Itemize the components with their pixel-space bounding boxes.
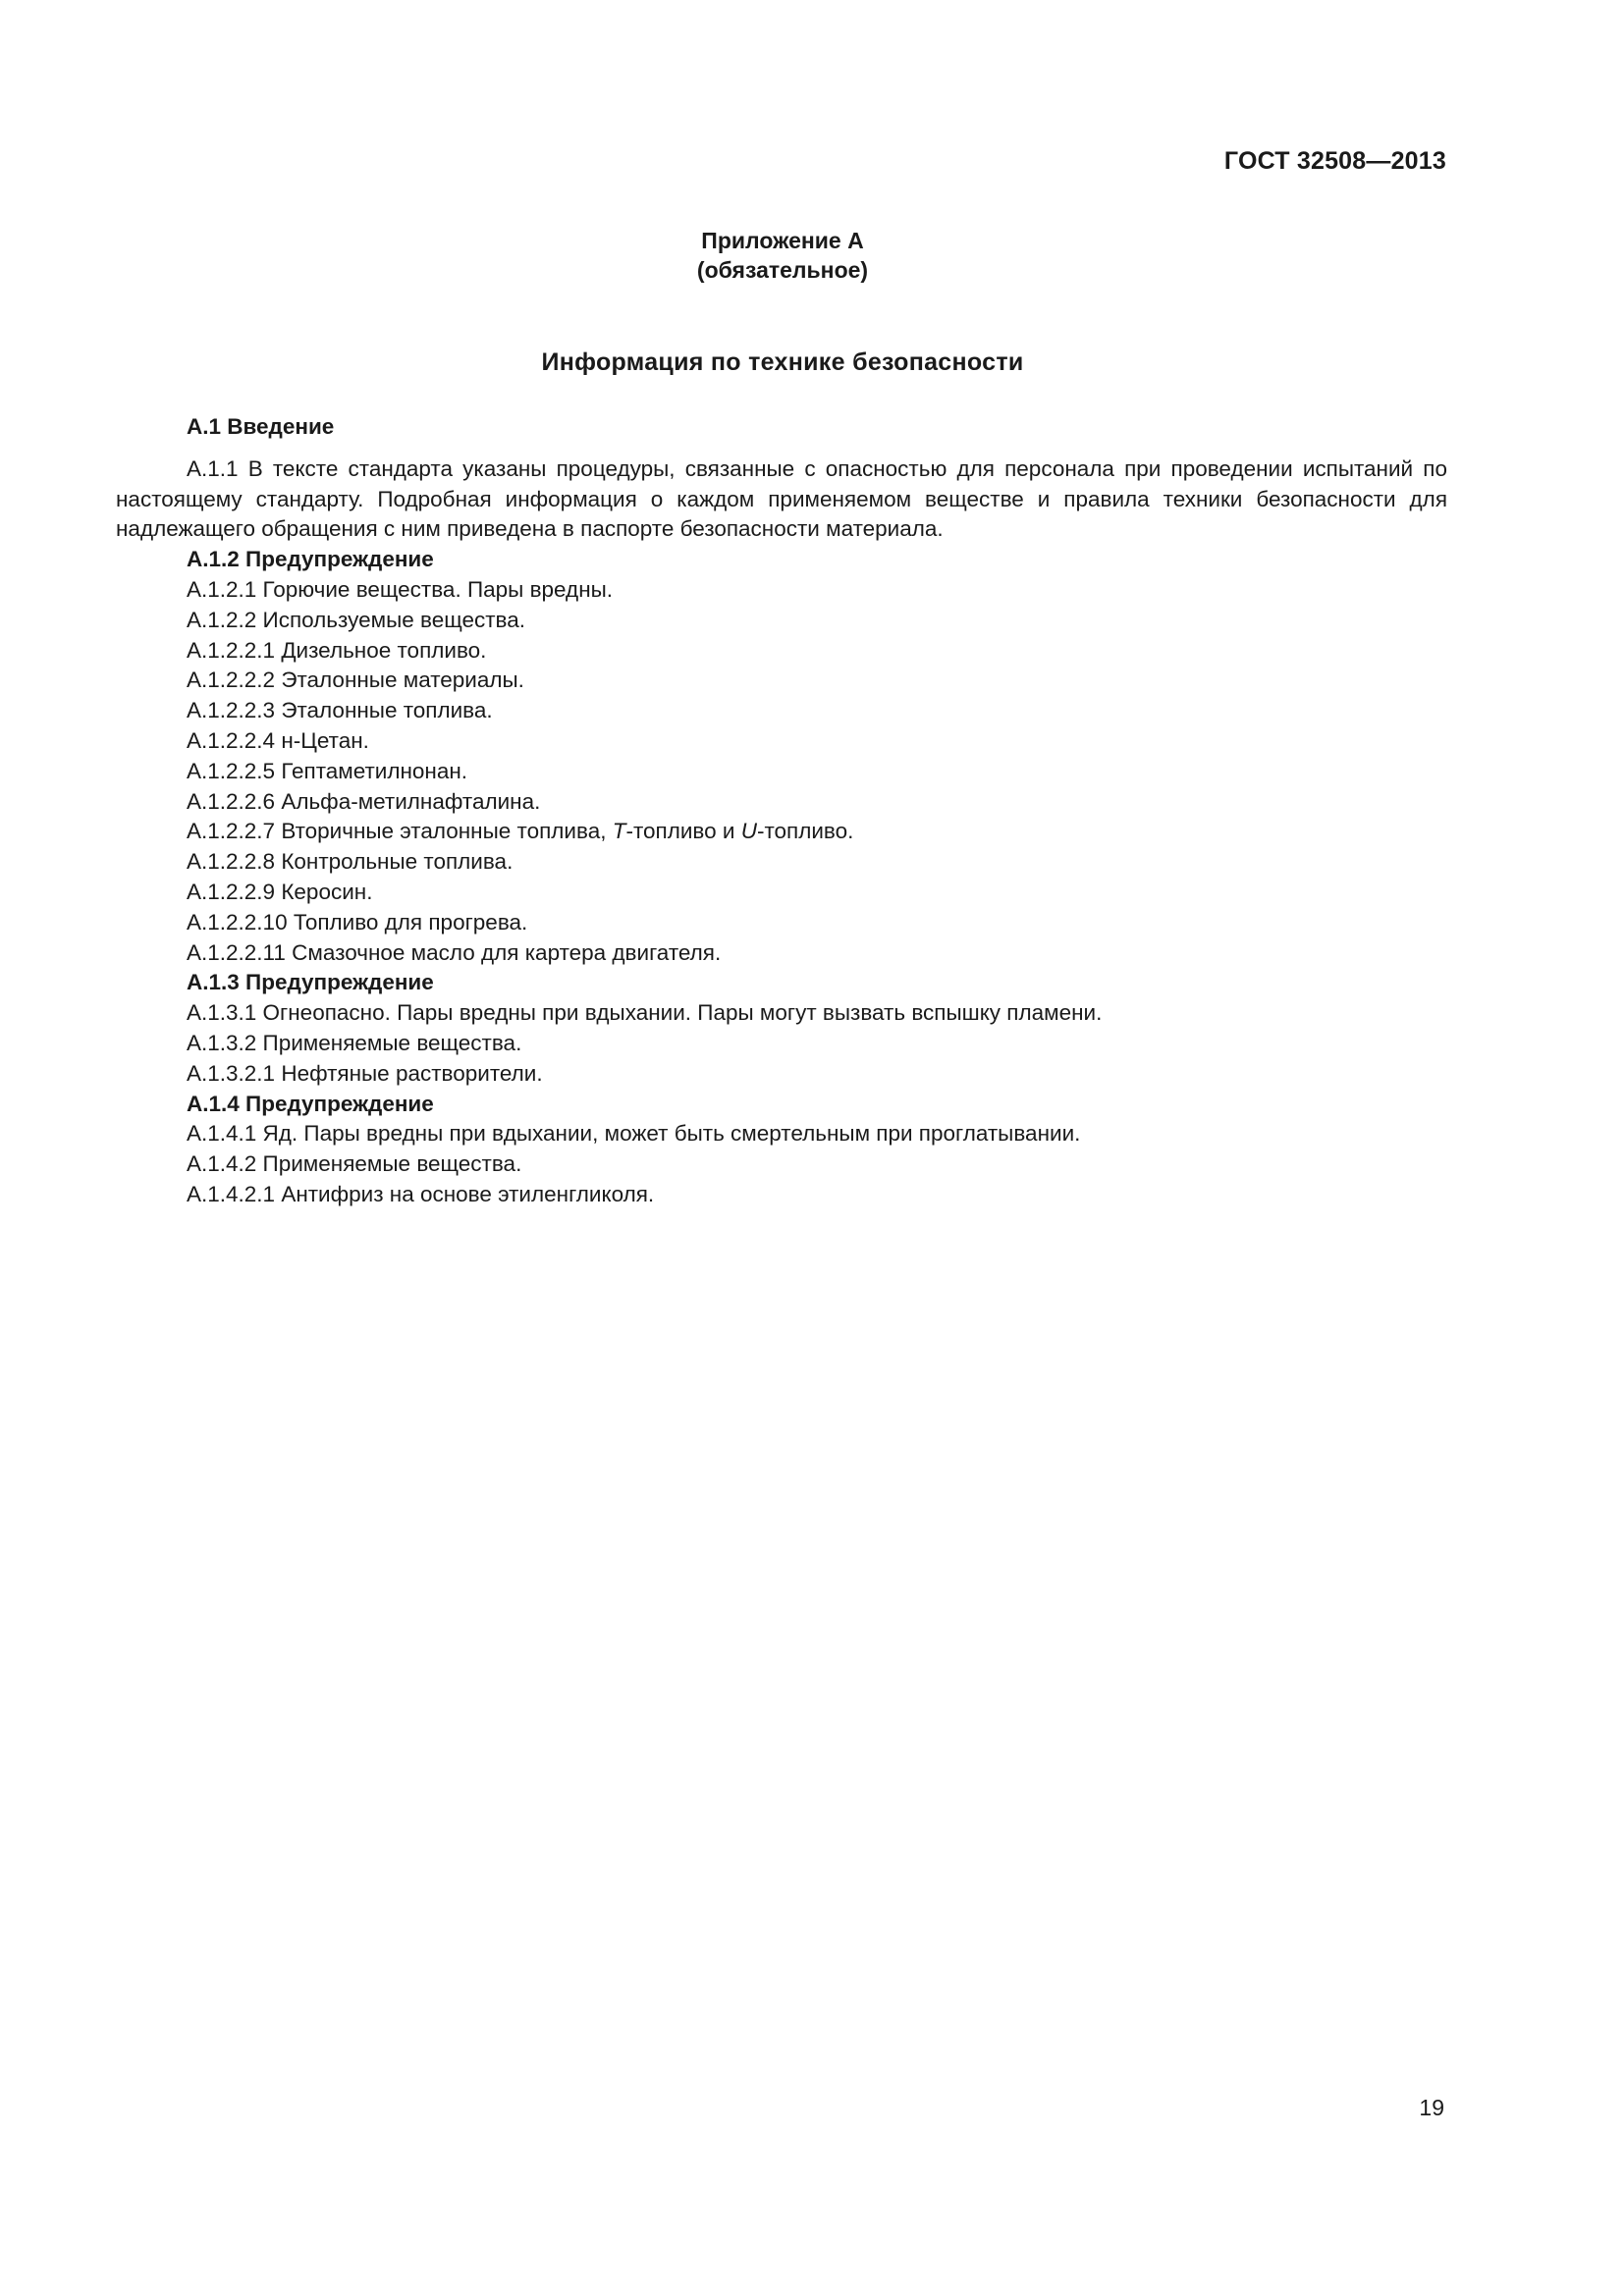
list-item: А.1.2.2.6 Альфа-метилнафталина.: [187, 788, 541, 814]
list-item: А.1.2.2.3 Эталонные топлива.: [187, 698, 493, 723]
list-item: А.1.3.2 Применяемые вещества.: [187, 1030, 522, 1055]
list-item: А.1.2.2.4 н-Цетан.: [187, 727, 369, 753]
list-item: А.1.2.2.11 Смазочное масло для картера двигателя.: [187, 939, 722, 965]
list-item: А.1.2.2.2 Эталонные материалы.: [187, 667, 524, 693]
list-item: А.1.4.2 Применяемые вещества.: [187, 1151, 522, 1177]
list-item: А.1.2.2 Используемые вещества.: [187, 607, 526, 632]
intro-paragraph: А.1.1 В тексте стандарта указаны процедуры, связанные с опасностью для персонала при проведении испытаний по настоящему стандарту. Подробная информация о каждом применяемом веществе и правила техники безопасности для надлежащего обращения с ним приведена в паспорте безопасности материала.: [116, 455, 1447, 542]
document-body: [116, 412, 1447, 1210]
list-item: А.1.3.2.1 Нефтяные растворители.: [187, 1060, 543, 1086]
list-item: А.1.2.2.5 Гептаметилнонан.: [187, 758, 468, 783]
italic-letter-u: U: [740, 819, 757, 844]
item-text-middle: -топливо и: [625, 819, 741, 844]
list-item: А.1.2.2.1 Дизельное топливо.: [187, 637, 487, 663]
page-title: Информация по технике безопасности: [541, 348, 1024, 376]
appendix-title: Приложение А: [701, 228, 864, 253]
list-item: А.1.2.2.9 Керосин.: [187, 879, 373, 904]
list-item: А.1.4.1 Яд. Пары вредны при вдыхании, может быть смертельным при проглатывании.: [187, 1121, 1081, 1147]
list-item: А.1.2.1 Горючие вещества. Пары вредны.: [187, 576, 614, 602]
section-heading-warning-3: А.1.4 Предупреждение: [187, 1091, 434, 1116]
list-item: А.1.2.2.10 Топливо для прогрева.: [187, 909, 528, 934]
section-heading-intro: А.1 Введение: [187, 414, 335, 439]
section-heading-warning-2: А.1.3 Предупреждение: [187, 970, 434, 995]
item-text-suffix: -топливо.: [756, 819, 854, 844]
list-item-secondary-fuels: [116, 817, 1447, 847]
item-text-prefix: А.1.2.2.7 Вторичные эталонные топлива,: [187, 819, 613, 844]
list-item: А.1.4.2.1 Антифриз на основе этиленгликоля.: [187, 1181, 655, 1206]
italic-letter-t: T: [612, 819, 626, 844]
section-heading-warning-1: А.1.2 Предупреждение: [187, 547, 434, 572]
appendix-status: (обязательное): [696, 257, 869, 283]
appendix-heading: [0, 226, 1565, 285]
document-code: ГОСТ 32508—2013: [1223, 147, 1446, 175]
list-item: А.1.2.2.8 Контрольные топлива.: [187, 849, 514, 875]
page-number: 19: [1419, 2095, 1444, 2120]
list-item: А.1.3.1 Огнеопасно. Пары вредны при вдыхании. Пары могут вызвать вспышку пламени.: [187, 1000, 1103, 1026]
